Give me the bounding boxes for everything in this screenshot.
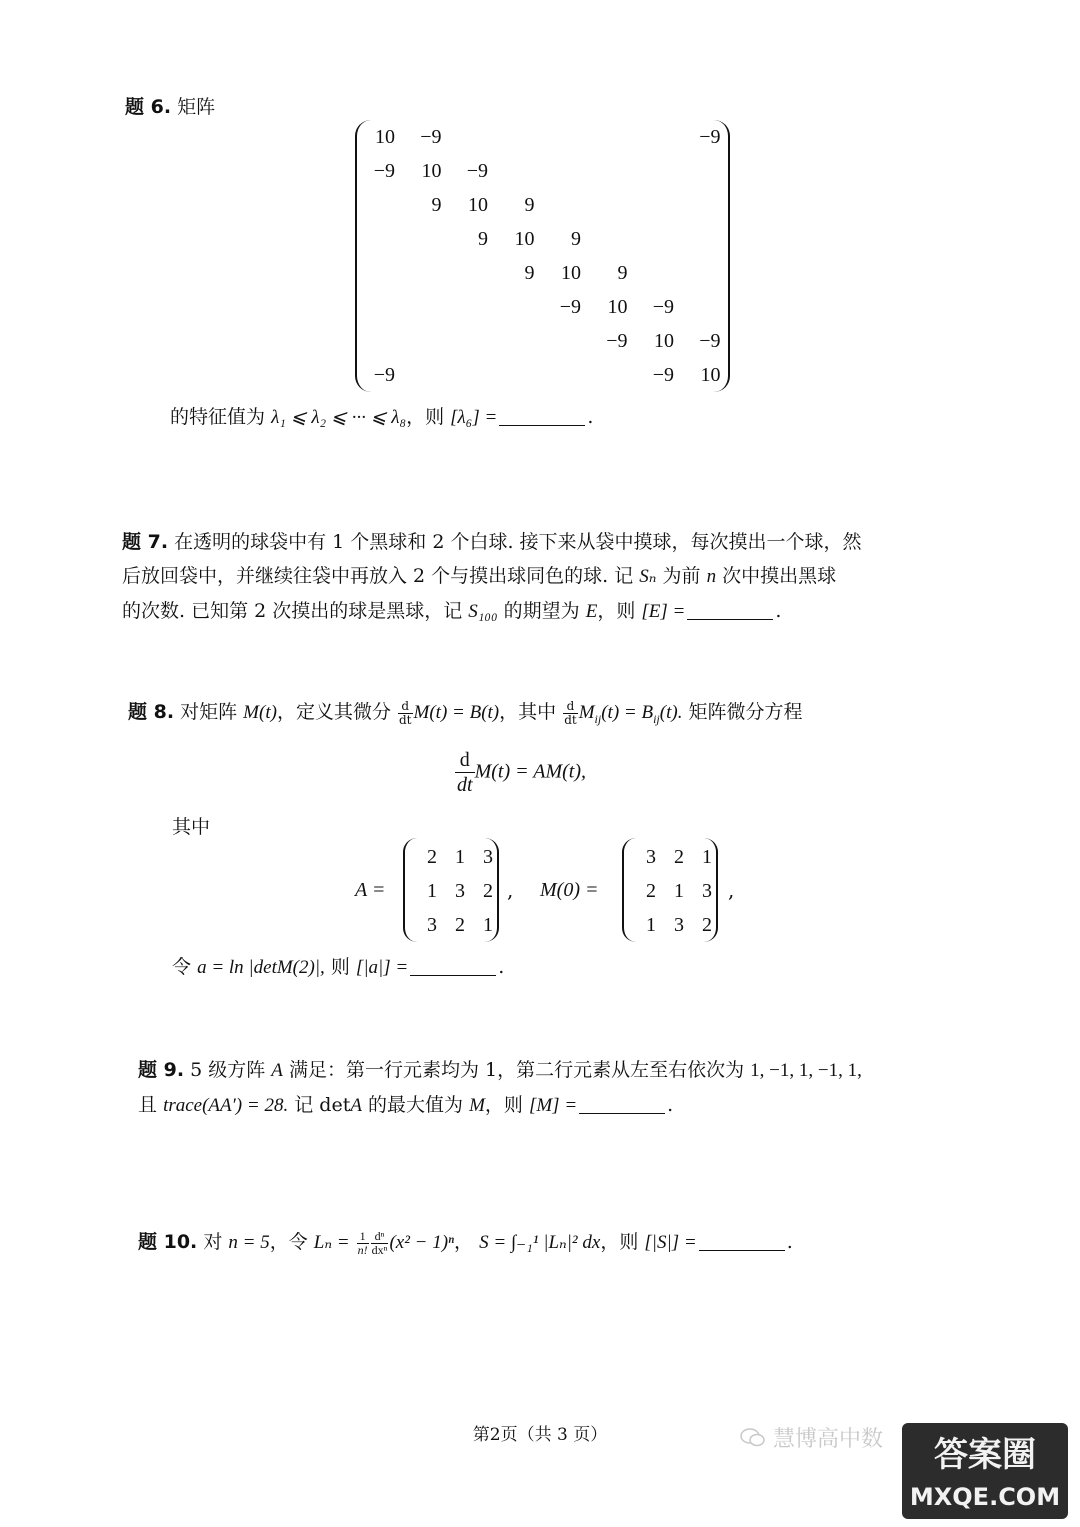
matrix-entry: −9 — [606, 330, 628, 352]
matrix-entry: −9 — [699, 330, 721, 352]
q8-matrix-a — [403, 838, 499, 944]
q7-expr: [E] = — [641, 601, 686, 622]
matrix-entry: 1 — [455, 846, 465, 868]
q8-display-frac — [455, 748, 475, 797]
matrix-entry: 9 — [431, 194, 442, 216]
q8-deriv-frac-2 — [563, 700, 578, 726]
q9-text-a: 5 级方阵 — [190, 1059, 266, 1081]
q6-question-line: 的特征值为 λ₁ ⩽ λ₂ ⩽ ··· ⩽ λ₈，则 [λ₆] = . — [170, 406, 594, 428]
q7-n: n — [706, 566, 717, 587]
frac-den: dxⁿ — [371, 1242, 388, 1257]
matrix-entry: −9 — [652, 296, 674, 318]
q10-answer-blank — [699, 1250, 785, 1251]
watermark — [740, 1422, 883, 1453]
matrix-entry: 10 — [514, 228, 535, 250]
q10-comma: ， — [454, 1231, 474, 1254]
q8-question-line: 令 a = ln |detM(2)|, 则 [|a|] = . — [172, 956, 505, 978]
q10-frac-2 — [371, 1230, 389, 1256]
q8-text-c: ，其中 — [499, 701, 557, 724]
matrix-entry: 9 — [617, 262, 628, 284]
q6-matrix — [355, 120, 730, 395]
matrix-entry: 3 — [646, 846, 656, 868]
q8-display-rhs: M(t) = AM(t), — [474, 760, 586, 783]
frac-den: n! — [357, 1242, 368, 1257]
q8-expr: [|a|] = — [355, 957, 409, 978]
matrix-entry: 10 — [421, 160, 442, 182]
q10-label: 题 10. — [138, 1231, 198, 1254]
q6-label: 题 6. — [125, 96, 172, 118]
matrix-entry: 9 — [478, 228, 488, 250]
q9-m: M — [469, 1095, 485, 1116]
matrix-entry: 2 — [455, 914, 465, 936]
frac-num: d — [398, 700, 413, 714]
matrix-entry: 9 — [524, 262, 535, 284]
matrix-entry: 3 — [427, 914, 437, 936]
frac-num: d — [455, 748, 475, 773]
frac-den: dt — [564, 712, 577, 727]
q8-mt: M(t) — [243, 702, 277, 724]
q8-text-d: 矩阵微分方程 — [688, 701, 803, 724]
q8-deriv-frac-1 — [398, 700, 413, 726]
q10-ln: Lₙ = — [313, 1232, 350, 1254]
q9-then: ，则 — [484, 1094, 523, 1116]
q7-e: E — [585, 601, 598, 622]
matrix-entry: −9 — [699, 126, 721, 148]
q9-a: A — [271, 1060, 283, 1081]
q10-for: 对 — [203, 1231, 223, 1254]
q10-line: 题 10. 对 n = 5，令 Lₙ = $\frac{1}{n!}$ $\frac{\text{dⁿ}}{\text{dxⁿ}}$ (x² − 1)ⁿ， S = ∫₋₁¹ |Lₙ|² dx，则 [|S|] = . — [138, 1229, 793, 1257]
matrix-entry: 10 — [561, 262, 581, 284]
q6-answer-blank — [499, 425, 585, 426]
q8-label: 题 8. — [128, 701, 175, 724]
matrix-entry: 2 — [646, 880, 656, 902]
q8-answer-blank — [410, 975, 496, 976]
q9-and: 且 — [138, 1094, 158, 1116]
matrix-entry: −9 — [373, 160, 395, 182]
matrix-entry: 3 — [455, 880, 465, 902]
q8-text-b: ，定义其微分 — [276, 701, 391, 724]
q8-comma-1: , — [507, 878, 514, 902]
q10-s-def: S = ∫₋₁¹ |Lₙ|² dx — [479, 1232, 601, 1254]
matrix-entry: 2 — [427, 846, 437, 868]
matrix-entry: 1 — [646, 914, 656, 936]
q8-comma-2: , — [728, 878, 735, 902]
frac-num: d — [563, 700, 578, 714]
q7-line3c: ，则 — [597, 600, 636, 622]
q8-eq4: (t). — [659, 702, 683, 724]
q8-let: 令 — [172, 956, 192, 978]
q9-answer-blank — [579, 1113, 665, 1114]
q6-tail-sep: ，则 — [406, 406, 445, 428]
q8-eq1: M(t) = B(t) — [413, 702, 500, 724]
q8-sub-ij-2: ij — [653, 711, 660, 726]
matrix-entry: 2 — [702, 914, 712, 936]
q10-expr: [|S|] = — [644, 1232, 697, 1254]
frac-num: 1 — [357, 1230, 369, 1244]
site-stamp-logo — [900, 1421, 1070, 1521]
matrix-entry: 1 — [483, 914, 493, 936]
q8-eq3: (t) = B — [601, 702, 654, 724]
q8-m0-label: M(0) = — [540, 879, 599, 901]
matrix-entry: −9 — [466, 160, 488, 182]
matrix-entry: 10 — [375, 126, 395, 148]
q7-label: 题 7. — [122, 531, 169, 553]
q7-line2a: 后放回袋中，并继续往袋中再放入 2 个与摸出球同色的球. 记 — [122, 565, 634, 587]
q7-line3a: 的次数. 已知第 2 次摸出的球是黑球，记 — [122, 600, 463, 622]
matrix-entry: 10 — [700, 364, 721, 386]
q9-trace: trace(AA′) = 28. — [163, 1095, 289, 1116]
q9-sequence: 1, −1, 1, −1, 1, — [750, 1060, 862, 1081]
q7-answer-blank — [687, 619, 773, 620]
q9-paragraph: 题 9. 5 级方阵 A 满足：第一行元素均为 1，第二行元素从左至右依次为 1, −1, 1, −1, 1, 且 trace(AA′) = 28. 记 detA 的最大值为 M，则 [M] = . — [138, 1059, 862, 1116]
q6-intro: 矩阵 — [177, 96, 216, 118]
q7-line1: 在透明的球袋中有 1 个黑球和 2 个白球. 接下来从袋中摸球，每次摸出一个球，然 — [174, 531, 862, 553]
q9-a-2: A — [350, 1095, 362, 1116]
q10-n: n = 5 — [228, 1232, 270, 1254]
matrix-entry: −9 — [559, 296, 581, 318]
wechat-icon — [740, 1427, 766, 1449]
q9-text-b: 满足：第一行元素均为 1，第二行元素从左至右依次为 — [288, 1059, 745, 1081]
q10-let: ，令 — [269, 1231, 308, 1254]
matrix-entry: 10 — [468, 194, 488, 216]
frac-den: dt — [457, 774, 473, 796]
matrix-entry: 9 — [571, 228, 581, 250]
matrix-entry: 1 — [702, 846, 712, 868]
page-footer: 第2页（共 3 页） — [472, 1425, 608, 1445]
q6-tail-prefix: 的特征值为 — [170, 406, 266, 428]
matrix-entry: 2 — [483, 880, 493, 902]
matrix-entry: −9 — [420, 126, 442, 148]
q8-mij: M — [578, 702, 595, 724]
q8-a-label: A = — [355, 879, 386, 901]
q7-line2c: 次中摸出黑球 — [722, 565, 837, 587]
matrix-entry: −9 — [652, 364, 674, 386]
q9-max: 的最大值为 — [368, 1094, 464, 1116]
frac-den: dt — [399, 712, 412, 727]
q7-sn: Sₙ — [639, 566, 657, 587]
q6-eigen-order: λ₁ ⩽ λ₂ ⩽ ··· ⩽ λ₈ — [271, 407, 407, 428]
stamp-top-text: 答案圈 — [934, 1435, 1036, 1475]
matrix-entry: 3 — [483, 846, 493, 868]
watermark-text: 慧博高中数 — [773, 1427, 884, 1452]
q10-frac-1 — [357, 1230, 369, 1256]
q6-heading — [125, 98, 215, 117]
q7-paragraph: 题 7. 在透明的球袋中有 1 个黑球和 2 个白球. 接下来从袋中摸球，每次摸出一个球，然 后放回袋中，并继续往袋中再放入 2 个与摸出球同色的球. 记 Sₙ 为前 n 次中摸出黑球 的次数. 已知第 2 次摸出的球是黑球，记 S₁₀₀ 的期望为 E，则 [E] = . — [122, 531, 862, 622]
matrix-entry: 3 — [702, 880, 712, 902]
q10-poly: (x² − 1)ⁿ — [389, 1232, 455, 1254]
q9-label: 题 9. — [138, 1059, 185, 1081]
q9-det: 记 det — [294, 1094, 351, 1116]
stamp-bottom-text: MXQE.COM — [909, 1483, 1061, 1511]
frac-num: dⁿ — [371, 1230, 389, 1244]
matrix-entry: 10 — [654, 330, 674, 352]
q8-then: 则 — [330, 956, 350, 978]
q8-where: 其中 — [172, 816, 211, 838]
q10-then: ，则 — [600, 1231, 639, 1254]
q7-s100: S₁₀₀ — [468, 601, 498, 622]
q9-expr: [M] = — [528, 1095, 578, 1116]
matrix-entry: 9 — [524, 194, 535, 216]
q7-line3b: 的期望为 — [503, 600, 580, 622]
q8-display-equation — [455, 748, 586, 797]
matrix-entry: 2 — [674, 846, 684, 868]
q8-sub-ij: ij — [594, 711, 602, 726]
q8-a-def: a = ln |detM(2)|, — [197, 957, 325, 978]
matrix-entry: −9 — [373, 364, 395, 386]
q8-line1 — [128, 700, 803, 726]
q8-matrix-m0 — [622, 838, 718, 944]
q6-expr: [λ₆] = — [450, 407, 498, 428]
matrix-entry: 3 — [674, 914, 684, 936]
q8-text-a: 对矩阵 — [180, 701, 238, 724]
matrix-entry: 1 — [674, 880, 684, 902]
matrix-entry: 1 — [427, 880, 437, 902]
matrix-entry: 10 — [607, 296, 628, 318]
q7-line2b: 为前 — [662, 565, 701, 587]
